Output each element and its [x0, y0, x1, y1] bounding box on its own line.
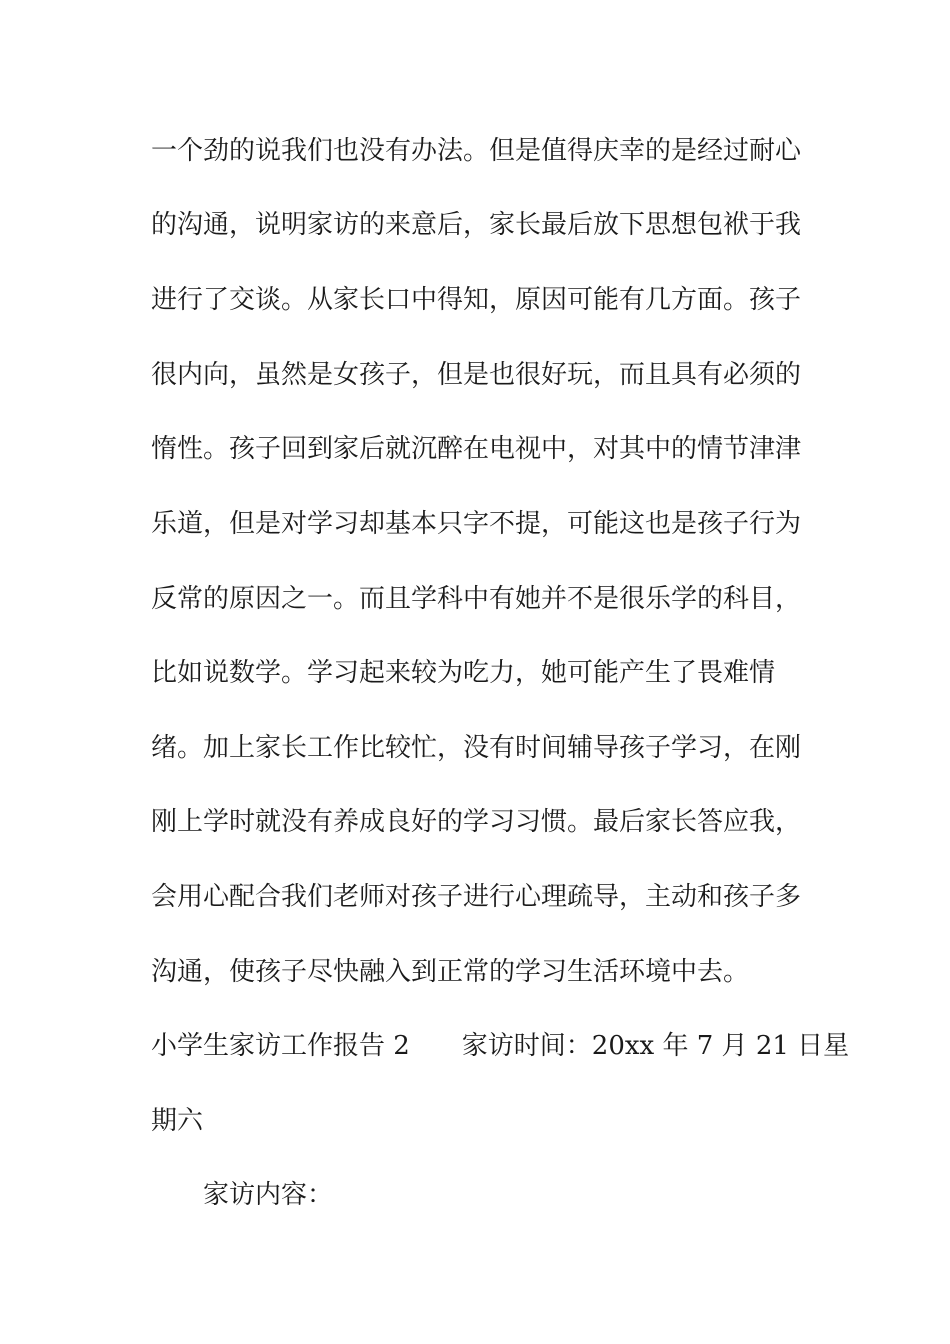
paragraph-line: 惰性。孩子回到家后就沉醉在电视中，对其中的情节津津 — [151, 434, 802, 464]
paragraph-line: 刚上学时就没有养成良好的学习习惯。最后家长答应我， — [151, 807, 802, 837]
paragraph-line: 进行了交谈。从家长口中得知，原因可能有几方面。孩子 — [151, 285, 802, 315]
paragraph-line: 乐道，但是对学习却基本只字不提，可能这也是孩子行为 — [151, 509, 802, 539]
report-heading-line: 期六 — [151, 1106, 204, 1136]
paragraph-line: 反常的原因之一。而且学科中有她并不是很乐学的科目， — [151, 584, 802, 614]
paragraph-line: 绪。加上家长工作比较忙，没有时间辅导孩子学习，在刚 — [151, 733, 802, 763]
paragraph-line: 比如说数学。学习起来较为吃力，她可能产生了畏难情 — [151, 658, 776, 688]
paragraph-line: 沟通，使孩子尽快融入到正常的学习生活环境中去。 — [151, 957, 750, 987]
paragraph-line: 会用心配合我们老师对孩子进行心理疏导，主动和孩子多 — [151, 882, 802, 912]
section-label: 家访内容： — [203, 1180, 334, 1210]
paragraph-line: 很内向，虽然是女孩子，但是也很好玩，而且具有必须的 — [151, 360, 802, 390]
paragraph-line: 一个劲的说我们也没有办法。但是值得庆幸的是经过耐心 — [151, 136, 802, 166]
report-heading-line: 小学生家访工作报告 2 家访时间：20xx 年 7 月 21 日星 — [151, 1031, 850, 1061]
paragraph-line: 的沟通，说明家访的来意后，家长最后放下思想包袱于我 — [151, 210, 802, 240]
